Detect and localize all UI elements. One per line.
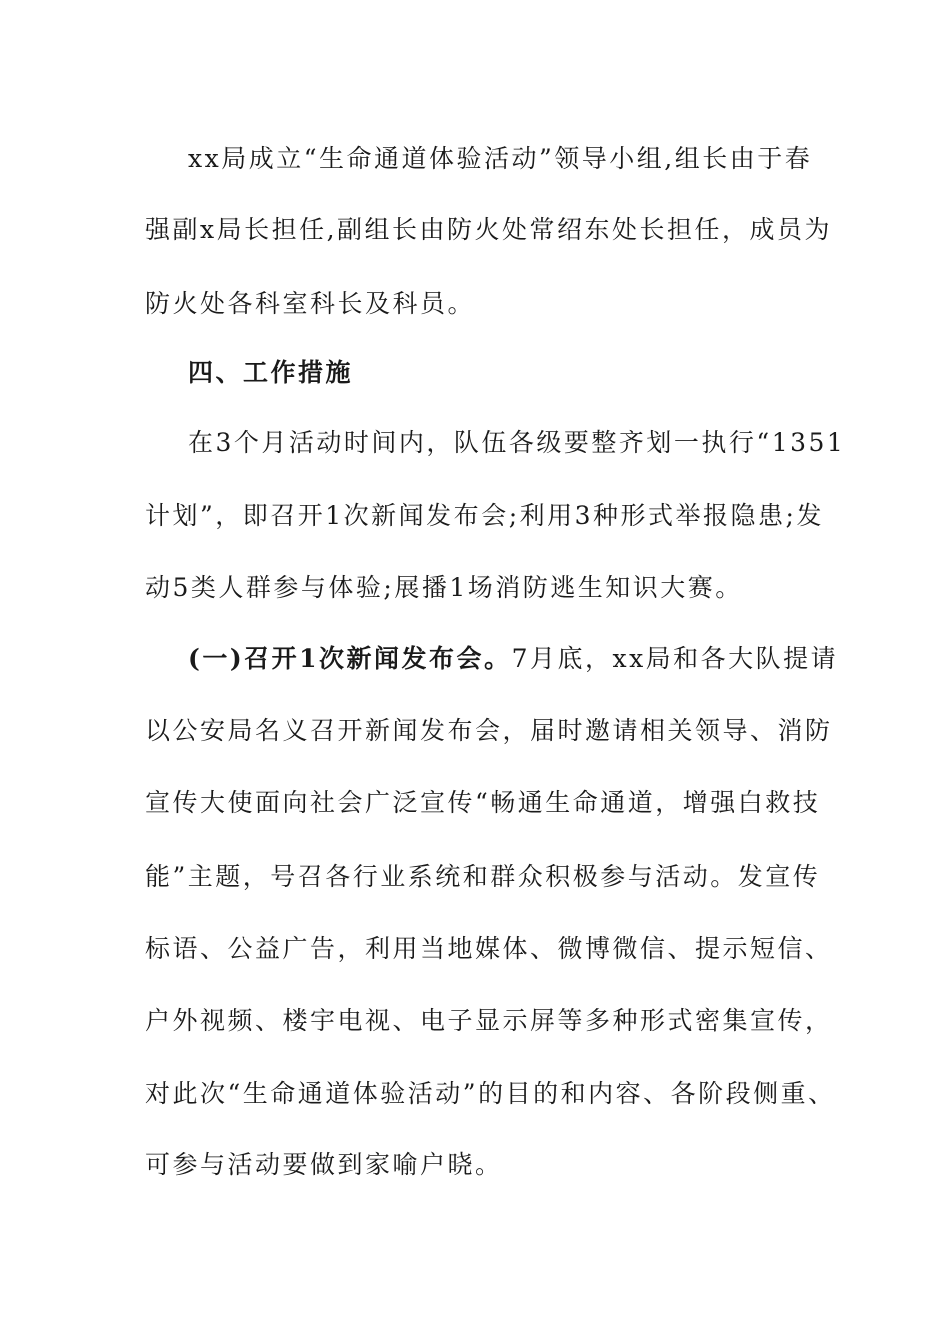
section-heading-work-measures: 四、工作措施 [188, 358, 354, 387]
paragraph-3-line-2: 以公安局名义召开新闻发布会，届时邀请相关领导、消防 [145, 716, 833, 745]
paragraph-1-line-1: xx局成立“生命通道体验活动”领导小组,组长由于春 [188, 144, 813, 173]
paragraph-3-line-1 [188, 642, 838, 676]
subsection-heading-press-conference: (一)召开1次新闻发布会。 [188, 644, 512, 673]
paragraph-3-line-6: 户外视频、楼宇电视、电子显示屏等多种形式密集宣传， [145, 1006, 833, 1035]
paragraph-3-line-7: 对此次“生命通道体验活动”的目的和内容、各阶段侧重、 [145, 1079, 836, 1108]
paragraph-2-line-2: 计划”，即召开1次新闻发布会;利用3种形式举报隐患;发 [145, 501, 824, 530]
paragraph-3-line-5: 标语、公益广告，利用当地媒体、微博微信、提示短信、 [145, 934, 833, 963]
paragraph-2-line-3: 动5类人群参与体验;展播1场消防逃生知识大赛。 [145, 573, 743, 602]
paragraph-1-line-3: 防火处各科室科长及科员。 [145, 289, 476, 318]
paragraph-2-line-1: 在3个月活动时间内，队伍各级要整齐划一执行“1351 [188, 428, 846, 457]
paragraph-3-line-1-text: 7月底，xx局和各大队提请 [511, 644, 839, 673]
paragraph-1-line-2: 强副x局长担任,副组长由防火处常绍东处长担任，成员为 [145, 215, 833, 244]
paragraph-3-line-8: 可参与活动要做到家喻户晓。 [145, 1150, 503, 1179]
paragraph-3-line-4: 能”主题，号召各行业系统和群众积极参与活动。发宣传 [145, 862, 821, 891]
paragraph-3-line-3: 宣传大使面向社会广泛宣传“畅通生命通道，增强白救技 [145, 788, 821, 817]
